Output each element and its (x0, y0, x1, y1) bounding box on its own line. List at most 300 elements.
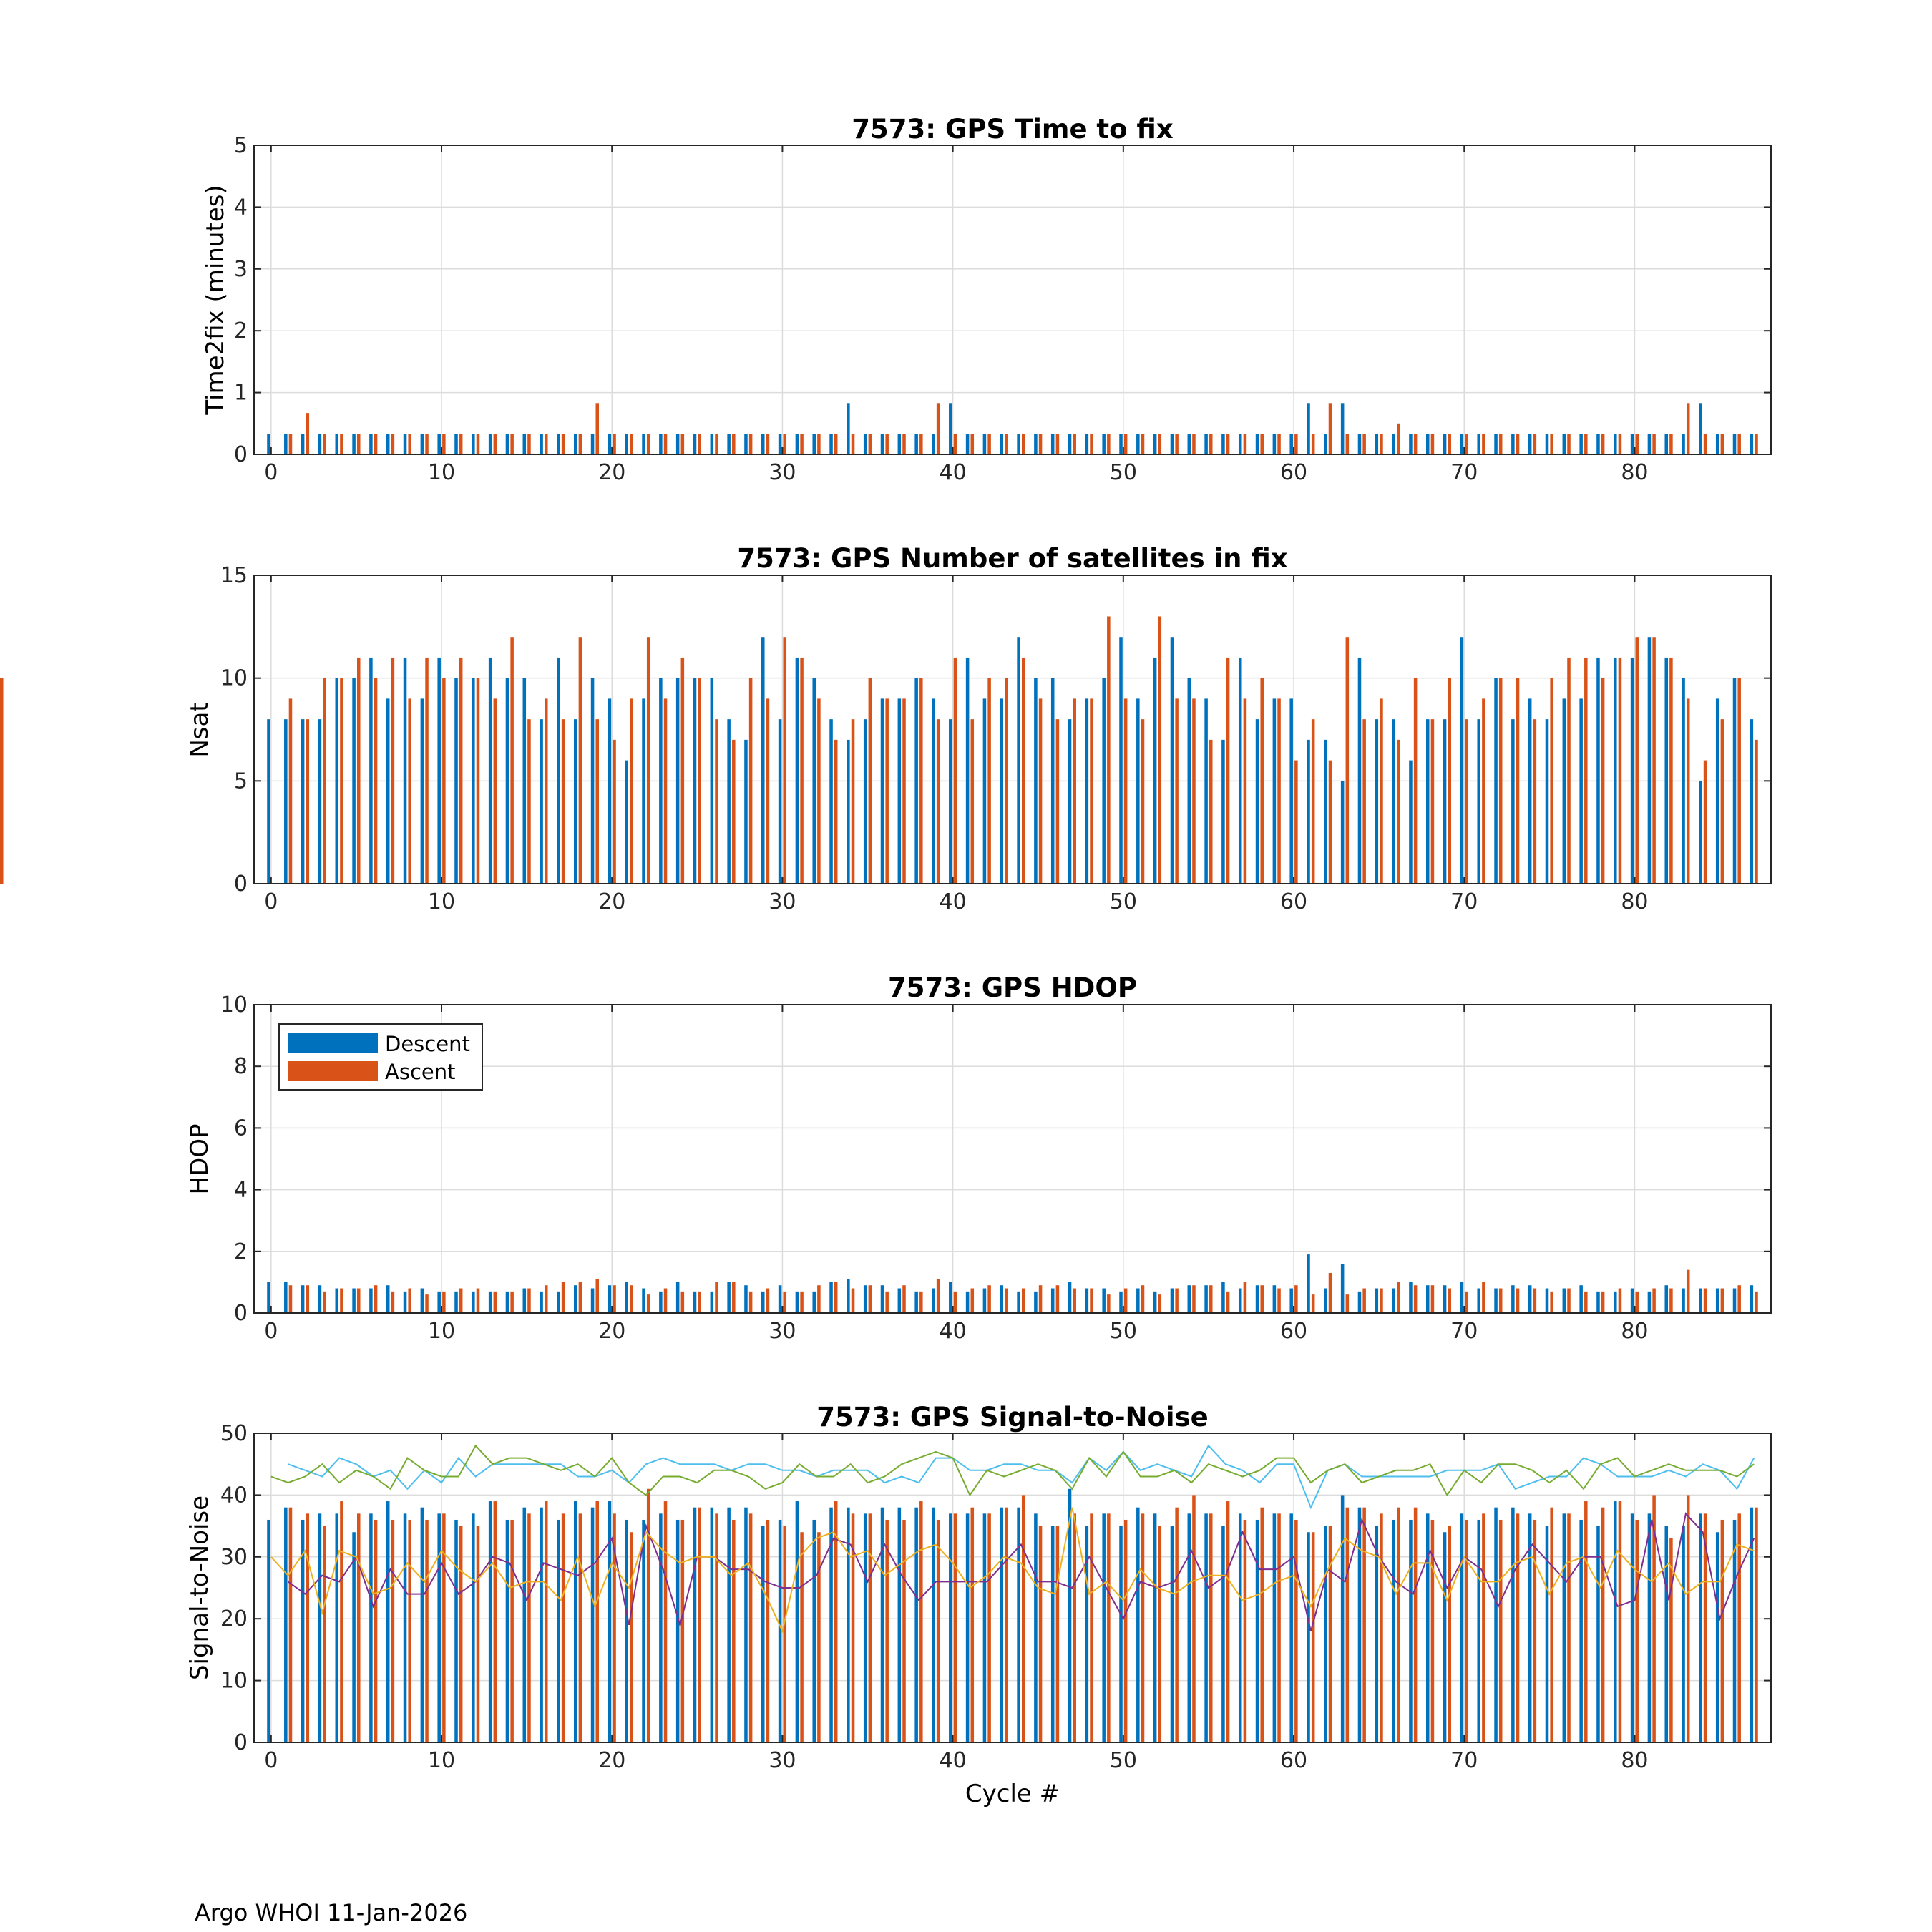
bar-ascent (1737, 1285, 1741, 1313)
bar-descent (1426, 1513, 1430, 1742)
x-tick-label: 10 (427, 1748, 456, 1773)
bar-ascent (1260, 678, 1264, 884)
x-tick-label: 40 (939, 1319, 967, 1344)
bar-descent (1289, 1289, 1293, 1313)
x-tick-label: 40 (939, 889, 967, 914)
bar-descent (1102, 434, 1106, 454)
bar-ascent (1755, 434, 1758, 454)
bar-descent (1460, 434, 1464, 454)
y-tick-label: 4 (233, 1177, 248, 1203)
bar-descent (267, 1520, 270, 1742)
bar-ascent (919, 1501, 923, 1742)
bar-ascent (1687, 698, 1690, 884)
bar-descent (625, 1520, 628, 1742)
bar-descent (932, 1289, 935, 1313)
bar-ascent (1721, 1520, 1724, 1742)
x-tick-label: 50 (1109, 1748, 1137, 1773)
bar-descent (1375, 1289, 1379, 1313)
bar-descent (1307, 403, 1310, 454)
bar-descent (1153, 658, 1157, 884)
bar-ascent (374, 434, 378, 454)
bar-descent (301, 1285, 305, 1313)
bar-ascent (1294, 761, 1298, 884)
bar-ascent (289, 434, 293, 454)
bar-descent (1596, 434, 1600, 454)
bar-descent (1528, 434, 1532, 454)
bar-ascent (1414, 678, 1418, 884)
bar-ascent (817, 1285, 821, 1313)
bar-ascent (732, 1282, 736, 1313)
bar-ascent (715, 719, 718, 884)
bar-ascent (987, 678, 991, 884)
legend-swatch-ascent (288, 1061, 378, 1081)
bar-ascent (1482, 1282, 1485, 1313)
bar-descent (1068, 719, 1072, 884)
bar-ascent (357, 658, 361, 884)
bar-descent (1307, 1254, 1310, 1313)
bar-descent (1273, 698, 1277, 884)
y-tick-label: 5 (233, 133, 248, 158)
y-tick-label: 0 (233, 442, 248, 467)
bar-ascent (852, 1289, 855, 1313)
bar-descent (711, 1292, 714, 1313)
bar-ascent (1516, 678, 1520, 884)
bar-ascent (425, 1520, 429, 1742)
bar-descent (949, 1513, 952, 1742)
bar-descent (1273, 434, 1277, 454)
bar-ascent (1687, 1495, 1690, 1742)
bar-ascent (630, 1285, 633, 1313)
y-axis-label: Nsat (185, 702, 214, 758)
bar-ascent (852, 434, 855, 454)
bar-ascent (527, 434, 531, 454)
bar-ascent (1056, 719, 1060, 884)
bar-ascent (1584, 434, 1588, 454)
bar-ascent (919, 434, 923, 454)
bar-descent (472, 1292, 475, 1313)
bar-ascent (1550, 434, 1553, 454)
bar-descent (1034, 1513, 1038, 1742)
bar-descent (1494, 678, 1498, 884)
bar-ascent (1380, 434, 1383, 454)
bar-ascent (1175, 1289, 1179, 1313)
bar-descent (1614, 1501, 1617, 1742)
bar-descent (1631, 1513, 1634, 1742)
y-tick-label: 30 (220, 1544, 248, 1570)
bar-ascent (1022, 1495, 1025, 1742)
bar-ascent (1244, 698, 1247, 884)
bar-descent (267, 1282, 270, 1313)
legend (279, 1024, 482, 1090)
bar-ascent (749, 434, 753, 454)
bar-ascent (579, 1282, 582, 1313)
bar-ascent (1260, 1508, 1264, 1742)
bar-descent (642, 698, 645, 884)
bar-ascent (306, 413, 310, 454)
bar-ascent (562, 1513, 565, 1742)
bar-descent (591, 434, 595, 454)
bar-ascent (1516, 1513, 1520, 1742)
bar-descent (1392, 1289, 1395, 1313)
bar-descent (744, 1285, 748, 1313)
bar-ascent (817, 434, 821, 454)
bar-ascent (459, 1526, 463, 1742)
bar-descent (1341, 1264, 1345, 1313)
bar-ascent (595, 403, 599, 454)
bar-ascent (1312, 1294, 1315, 1313)
bar-descent (1119, 434, 1123, 454)
bar-ascent (647, 434, 650, 454)
bar-descent (779, 1285, 782, 1313)
bar-descent (1119, 637, 1123, 884)
bar-descent (352, 1532, 356, 1742)
bar-descent (847, 740, 850, 884)
bar-ascent (442, 1513, 446, 1742)
bar-ascent (1090, 1513, 1093, 1742)
bar-descent (1171, 1526, 1174, 1742)
bar-ascent (1652, 434, 1656, 454)
x-tick-label: 0 (264, 889, 278, 914)
y-tick-label: 2 (233, 1239, 248, 1264)
bar-descent (966, 1292, 970, 1313)
bar-descent (1716, 698, 1719, 884)
bar-descent (557, 1292, 560, 1313)
bar-descent (591, 1508, 595, 1742)
legend-label-descent: Descent (385, 1032, 470, 1056)
bar-descent (421, 698, 424, 884)
bar-ascent (1687, 403, 1690, 454)
bar-descent (336, 1289, 339, 1313)
bar-ascent (1737, 1513, 1741, 1742)
bar-descent (523, 678, 527, 884)
x-tick-label: 60 (1279, 1319, 1308, 1344)
bar-ascent (1005, 1289, 1008, 1313)
bar-ascent (1329, 1273, 1332, 1313)
bar-descent (1068, 1282, 1072, 1313)
bar-descent (1000, 1285, 1003, 1313)
bar-ascent (545, 434, 548, 454)
bar-descent (761, 434, 765, 454)
x-tick-label: 30 (769, 1748, 796, 1773)
bar-descent (1375, 719, 1379, 884)
bar-ascent (1755, 1508, 1758, 1742)
bar-ascent (306, 719, 310, 884)
bar-descent (1221, 434, 1225, 454)
bar-ascent (800, 658, 804, 884)
bar-descent (1664, 1526, 1668, 1742)
bar-descent (659, 1292, 663, 1313)
bar-ascent (1192, 434, 1196, 454)
bar-descent (591, 678, 595, 884)
bar-ascent (1448, 678, 1451, 884)
bar-ascent (749, 678, 753, 884)
bar-descent (421, 434, 424, 454)
bar-ascent (1226, 434, 1230, 454)
bar-ascent (1448, 1526, 1451, 1742)
bar-ascent (1550, 1508, 1553, 1742)
bar-descent (898, 698, 902, 884)
bar-ascent (681, 434, 685, 454)
x-tick-label: 20 (598, 1748, 626, 1773)
bar-ascent (1584, 658, 1588, 884)
bar-descent (1239, 434, 1242, 454)
bar-descent (1579, 698, 1583, 884)
bar-ascent (1721, 1289, 1724, 1313)
bar-ascent (477, 1289, 480, 1313)
x-tick-label: 80 (1621, 1319, 1649, 1344)
y-tick-label: 0 (233, 1730, 248, 1755)
x-tick-label: 70 (1450, 1319, 1478, 1344)
bar-ascent (1005, 678, 1008, 884)
bar-descent (983, 434, 987, 454)
bar-descent (1307, 740, 1310, 884)
bar-ascent (766, 1289, 770, 1313)
bar-descent (1682, 434, 1685, 454)
bar-ascent (1465, 1292, 1468, 1313)
bar-descent (1443, 1285, 1447, 1313)
bar-descent (1068, 434, 1072, 454)
bar-ascent (357, 1289, 361, 1313)
bar-ascent (1636, 1520, 1639, 1742)
bar-ascent (715, 1282, 718, 1313)
bar-ascent (289, 1508, 293, 1742)
bar-descent (1648, 1513, 1652, 1742)
bar-ascent (1397, 1508, 1400, 1742)
x-tick-label: 80 (1621, 460, 1649, 485)
bar-descent (454, 678, 458, 884)
bar-descent (1528, 1285, 1532, 1313)
bar-ascent (1448, 1289, 1451, 1313)
bar-ascent (869, 678, 872, 884)
bar-ascent (869, 434, 872, 454)
bar-ascent (1721, 434, 1724, 454)
bar-descent (1256, 1285, 1259, 1313)
bar-ascent (0, 678, 4, 884)
bar-descent (1664, 658, 1668, 884)
bar-descent (1460, 1282, 1464, 1313)
bar-descent (898, 434, 902, 454)
bar-descent (1171, 1289, 1174, 1313)
bar-descent (693, 434, 697, 454)
bar-ascent (1669, 434, 1673, 454)
bar-descent (1017, 434, 1020, 454)
bar-ascent (527, 1289, 531, 1313)
bar-descent (812, 434, 816, 454)
bar-descent (1051, 434, 1055, 454)
y-tick-label: 4 (233, 195, 248, 220)
bar-ascent (937, 1279, 940, 1313)
bar-ascent (1533, 1520, 1537, 1742)
bar-ascent (732, 434, 736, 454)
bar-descent (1443, 434, 1447, 454)
bar-ascent (340, 1289, 343, 1313)
y-tick-label: 6 (233, 1116, 248, 1141)
bar-ascent (374, 1520, 378, 1742)
bar-ascent (749, 1513, 753, 1742)
bar-ascent (1380, 1289, 1383, 1313)
bar-descent (1596, 658, 1600, 884)
bar-ascent (1721, 719, 1724, 884)
bar-descent (711, 434, 714, 454)
bar-descent (796, 1501, 799, 1742)
bar-descent (386, 1285, 390, 1313)
bar-ascent (1141, 1285, 1145, 1313)
bar-ascent (937, 403, 940, 454)
bar-descent (914, 678, 918, 884)
bar-ascent (510, 1520, 514, 1742)
bar-ascent (1380, 1513, 1383, 1742)
bar-ascent (1039, 1285, 1043, 1313)
bar-descent (1239, 1289, 1242, 1313)
y-tick-label: 0 (233, 1301, 248, 1326)
bar-descent (1085, 434, 1089, 454)
x-axis-label: Cycle # (965, 1780, 1060, 1808)
bar-descent (829, 434, 833, 454)
bar-descent (540, 434, 543, 454)
bar-descent (1409, 1520, 1413, 1742)
x-tick-label: 40 (939, 1748, 967, 1773)
bar-ascent (1022, 658, 1025, 884)
bar-descent (1289, 1513, 1293, 1742)
y-tick-label: 40 (220, 1483, 248, 1508)
bar-descent (1546, 1289, 1549, 1313)
bar-descent (1341, 1495, 1345, 1742)
bar-descent (676, 434, 680, 454)
bar-descent (949, 403, 952, 454)
bar-descent (1204, 1285, 1208, 1313)
x-tick-label: 10 (427, 460, 456, 485)
bar-descent (506, 678, 509, 884)
y-tick-label: 10 (220, 992, 248, 1018)
bar-descent (318, 719, 322, 884)
bar-descent (1204, 698, 1208, 884)
bar-ascent (1516, 434, 1520, 454)
bar-descent (1000, 698, 1003, 884)
bar-ascent (442, 678, 446, 884)
bar-ascent (1636, 637, 1639, 884)
bar-descent (1307, 1532, 1310, 1742)
bar-ascent (510, 434, 514, 454)
bar-descent (437, 434, 441, 454)
bar-descent (1136, 434, 1140, 454)
bar-ascent (510, 637, 514, 884)
bar-descent (1358, 658, 1362, 884)
bar-descent (284, 434, 288, 454)
bar-ascent (1636, 434, 1639, 454)
bar-ascent (630, 698, 633, 884)
bar-ascent (1277, 698, 1281, 884)
bar-descent (1614, 1292, 1617, 1313)
bar-ascent (1158, 616, 1162, 884)
bar-descent (557, 1520, 560, 1742)
bar-ascent (1039, 1526, 1043, 1742)
bar-ascent (1022, 434, 1025, 454)
bar-descent (642, 1289, 645, 1313)
x-tick-label: 60 (1279, 1748, 1308, 1773)
panel-title: 7573: GPS Time to fix (852, 114, 1174, 145)
bar-descent (369, 658, 373, 884)
bar-ascent (1533, 434, 1537, 454)
bar-descent (1699, 403, 1702, 454)
bar-ascent (1465, 1520, 1468, 1742)
bar-descent (1699, 1289, 1702, 1313)
bar-descent (608, 434, 612, 454)
bar-descent (523, 1289, 527, 1313)
bar-descent (727, 1282, 731, 1313)
bar-ascent (1499, 1520, 1503, 1742)
footer-credit: Argo WHOI 11-Jan-2026 (195, 1899, 468, 1926)
bar-descent (847, 1279, 850, 1313)
bar-descent (1664, 1285, 1668, 1313)
bar-ascent (987, 1285, 991, 1313)
bar-descent (1614, 658, 1617, 884)
bar-descent (1664, 434, 1668, 454)
x-tick-label: 40 (939, 460, 967, 485)
bar-ascent (1482, 698, 1485, 884)
bar-ascent (1346, 1508, 1350, 1742)
bar-descent (1358, 1508, 1362, 1742)
bar-descent (1034, 1292, 1038, 1313)
bar-ascent (664, 698, 668, 884)
y-tick-label: 2 (233, 318, 248, 344)
y-tick-label: 50 (220, 1421, 248, 1446)
bar-ascent (1414, 1285, 1418, 1313)
bar-descent (727, 434, 731, 454)
bar-ascent (374, 678, 378, 884)
bar-ascent (1601, 434, 1605, 454)
bar-descent (983, 1289, 987, 1313)
bar-ascent (715, 434, 718, 454)
bar-ascent (1482, 434, 1485, 454)
bar-ascent (477, 1526, 480, 1742)
bar-ascent (1073, 698, 1076, 884)
bar-ascent (459, 1289, 463, 1313)
bar-descent (625, 1282, 628, 1313)
bar-ascent (1465, 719, 1468, 884)
bar-descent (352, 434, 356, 454)
bar-descent (421, 1289, 424, 1313)
bar-descent (1289, 698, 1293, 884)
x-tick-label: 30 (769, 460, 796, 485)
bar-ascent (630, 1532, 633, 1742)
bar-descent (437, 1513, 441, 1742)
x-tick-label: 20 (598, 1319, 626, 1344)
bar-descent (1358, 1292, 1362, 1313)
bar-ascent (834, 434, 838, 454)
bar-descent (1682, 1526, 1685, 1742)
bar-ascent (1294, 434, 1298, 454)
y-tick-label: 20 (220, 1606, 248, 1632)
y-axis-label: Time2fix (minutes) (201, 185, 230, 415)
bar-ascent (954, 1513, 957, 1742)
bar-descent (1221, 1526, 1225, 1742)
bar-ascent (1687, 1270, 1690, 1313)
bar-descent (489, 658, 492, 884)
bar-ascent (1209, 740, 1213, 884)
bar-ascent (408, 1520, 411, 1742)
bar-descent (1136, 698, 1140, 884)
bar-ascent (1312, 1532, 1315, 1742)
bar-ascent (1652, 637, 1656, 884)
bar-descent (1341, 403, 1345, 454)
bar-descent (336, 678, 339, 884)
bar-ascent (647, 637, 650, 884)
bar-ascent (613, 434, 616, 454)
bar-descent (1631, 1289, 1634, 1313)
bar-ascent (800, 434, 804, 454)
bar-ascent (1175, 1508, 1179, 1742)
bar-descent (284, 1508, 288, 1742)
